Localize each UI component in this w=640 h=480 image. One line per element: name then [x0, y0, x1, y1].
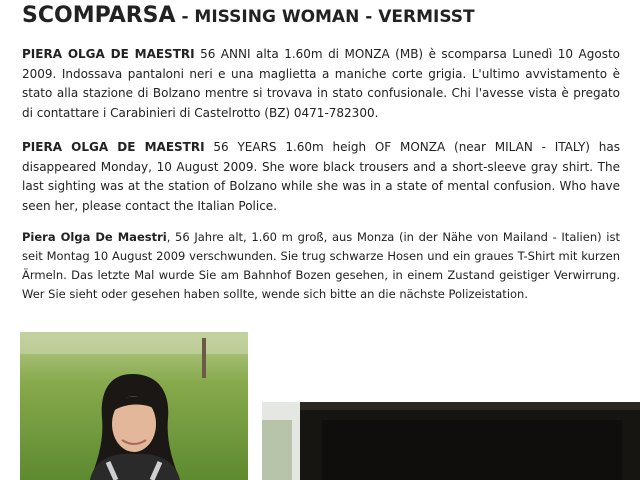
person-name: PIERA OLGA DE MAESTRI [22, 47, 195, 61]
portrait-illustration [20, 332, 248, 480]
paragraph-german [22, 228, 620, 304]
paragraph-italian [22, 45, 620, 123]
paragraph-english [22, 138, 620, 216]
person-name: PIERA OLGA DE MAESTRI [22, 140, 205, 154]
title-main: SCOMPARSA [22, 3, 176, 28]
title-subtitle: - MISSING WOMAN - VERMISST [175, 7, 475, 27]
second-photo-illustration [262, 402, 640, 480]
photo-second [262, 402, 640, 480]
person-name: Piera Olga De Maestri [22, 230, 167, 244]
photo-woman-portrait [20, 332, 248, 480]
paragraph-text: , 56 Jahre alt, 1.60 m groß, aus Monza (in der Nähe von Mailand - Italien) ist seit Montag 10 August 2009 verschwunden. Sie trug schwarze Hosen und ein graues T-Shirt mit kurzen Ärmeln. Das letzte Mal wurde Sie am Bahnhof Bozen gesehen, in einem Zustand geistiger Verwirrung. Wer Sie sieht oder gesehen haben sollte, wende sich bitte an die nächste Polizeistation. [22, 230, 620, 301]
paragraph-text: 56 ANNI alta 1.60m di MONZA (MB) è scomparsa Lunedì 10 Agosto 2009. Indossava pantaloni neri e una maglietta a maniche corte grigia. L'ultimo avvistamento è stato alla stazione di Bolzano mentre si trovava in stato confusionale. Chi l'avesse vista è pregato di contattare i Carabinieri di Castelrotto (BZ) 0471-782300. [22, 47, 620, 120]
page-title [22, 0, 475, 32]
paragraph-text: 56 YEARS 1.60m heigh OF MONZA (near MILAN - ITALY) has disappeared Monday, 10 August 2009. She wore black trousers and a short-sleeve gray shirt. The last sighting was at the station of Bolzano while she was in a state of mental confusion. Who have seen her, please contact the Italian Police. [22, 140, 620, 213]
